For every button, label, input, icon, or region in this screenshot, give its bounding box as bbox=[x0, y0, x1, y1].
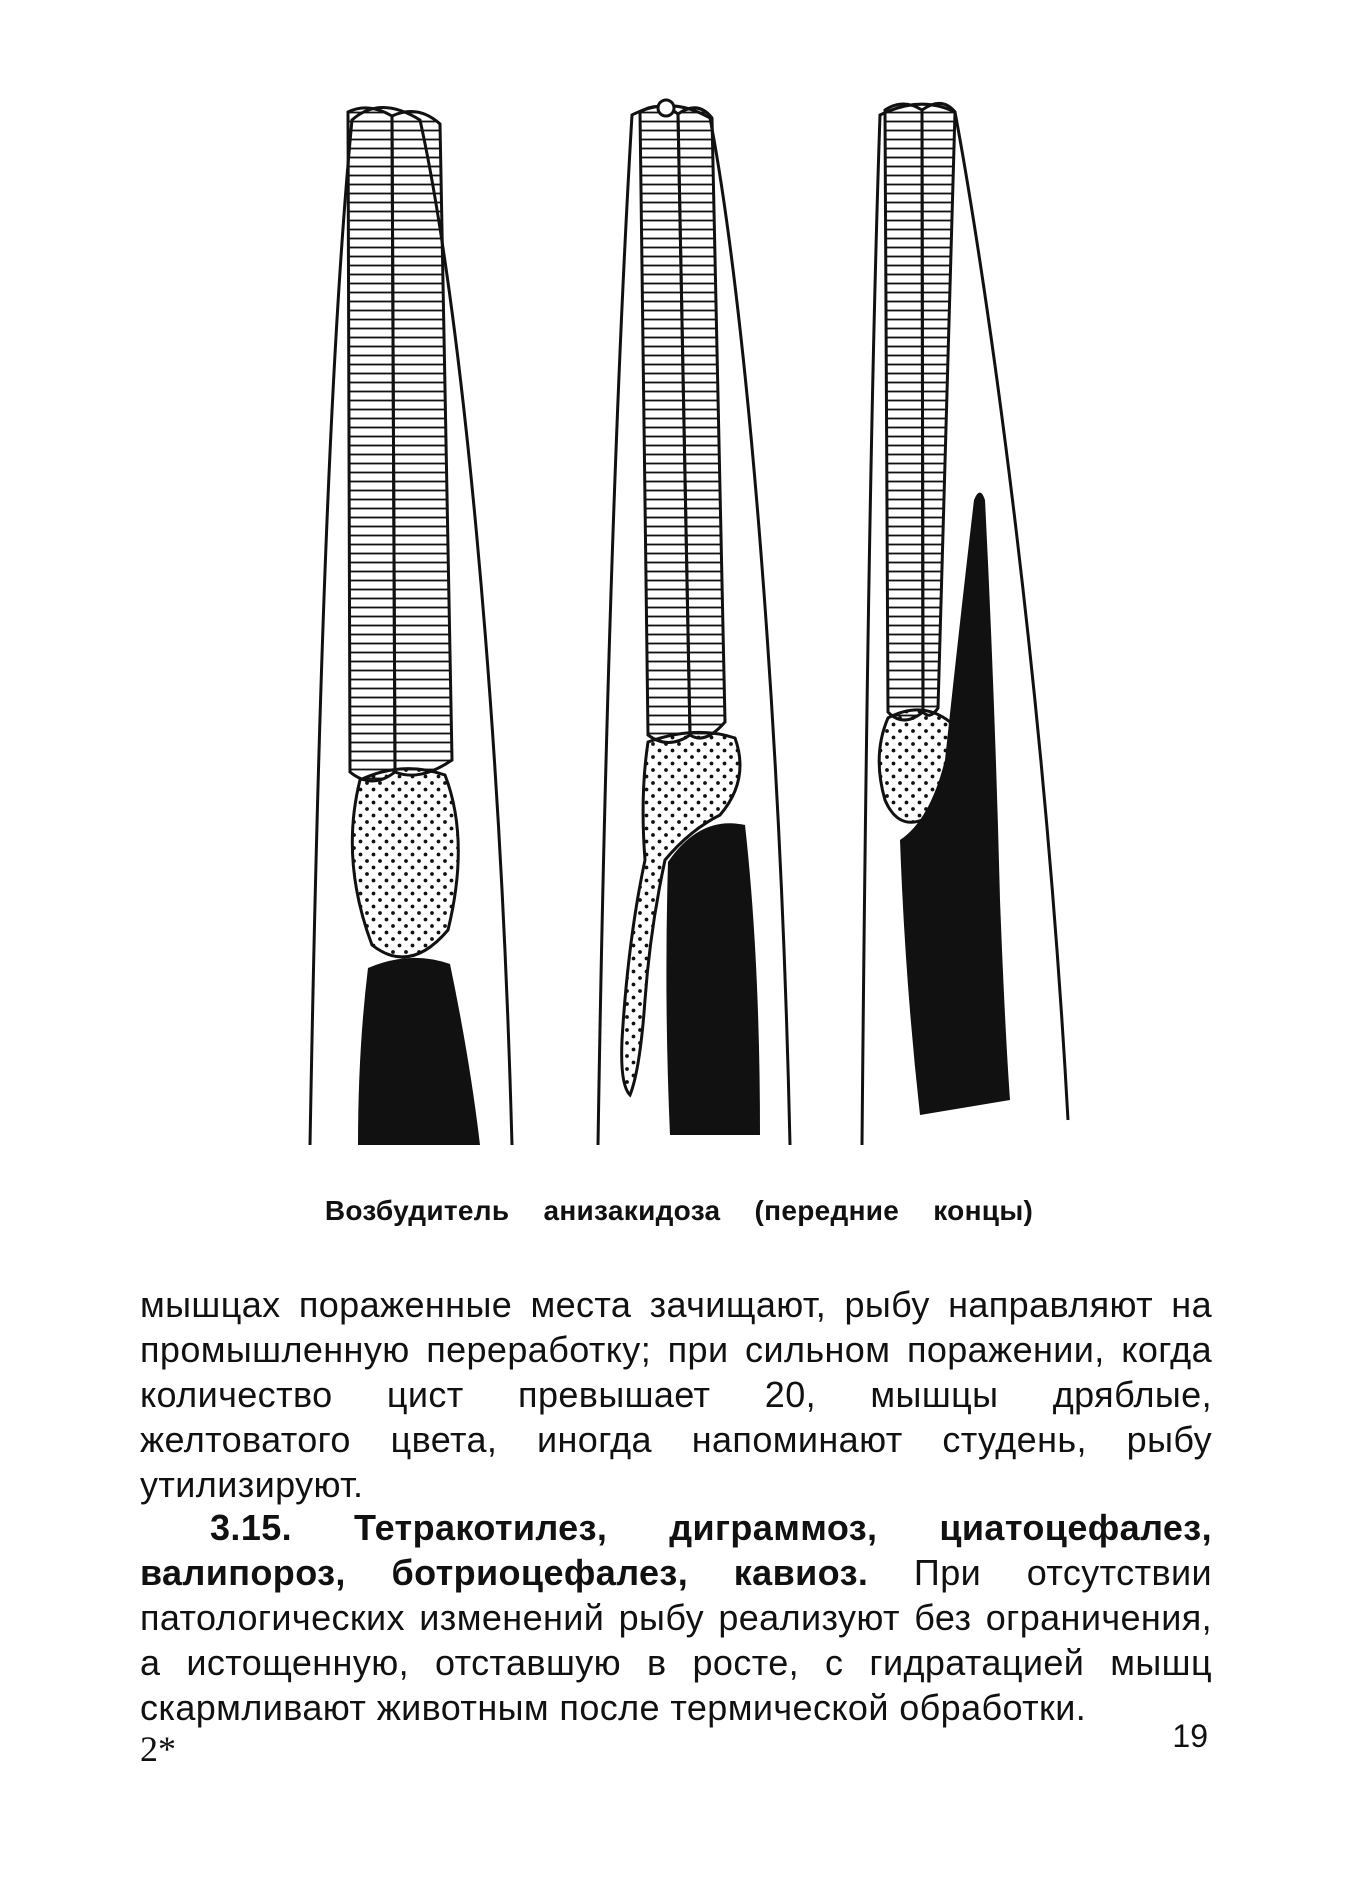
esophagus-right-3 bbox=[922, 103, 955, 715]
section-heading: 3.15. Тетракотилез, диграммоз, циатоцефалез, валипороз, ботриоцефалез, кавиоз. bbox=[140, 1507, 1212, 1593]
intestine-1 bbox=[358, 958, 480, 1145]
intestine-2 bbox=[666, 823, 760, 1135]
specimen-1 bbox=[310, 108, 512, 1146]
page-number: 19 bbox=[1172, 1718, 1208, 1754]
paragraph-1: мышцах пораженные места зачищают, рыбу направляют на промышленную переработку; при сильном поражении, когда количество цист превышает 20, мышцы дряблые, желтоватого цвета, иногда напоминают студень, рыбу утилизируют. bbox=[140, 1284, 1212, 1505]
esophagus-right-1 bbox=[392, 112, 452, 776]
paragraph-2-body: При отсутствии патологических изменений рыбу реализуют без ограничения, а истощенную, отставшую в росте, с гидратацией мышц скармливают животным после термической обработки. bbox=[140, 1552, 1212, 1728]
esophagus-left-3 bbox=[885, 104, 923, 720]
esophagus-left-1 bbox=[348, 108, 395, 781]
signature-mark: 2* bbox=[140, 1729, 176, 1769]
paragraph-2 bbox=[140, 1505, 1212, 1730]
ventriculus-1 bbox=[352, 769, 458, 957]
specimen-3 bbox=[862, 103, 1068, 1145]
specimen-2 bbox=[598, 100, 790, 1145]
figure-caption: Возбудитель анизакидоза (передние концы) bbox=[324, 1195, 1034, 1226]
head-knob-2 bbox=[658, 100, 674, 116]
